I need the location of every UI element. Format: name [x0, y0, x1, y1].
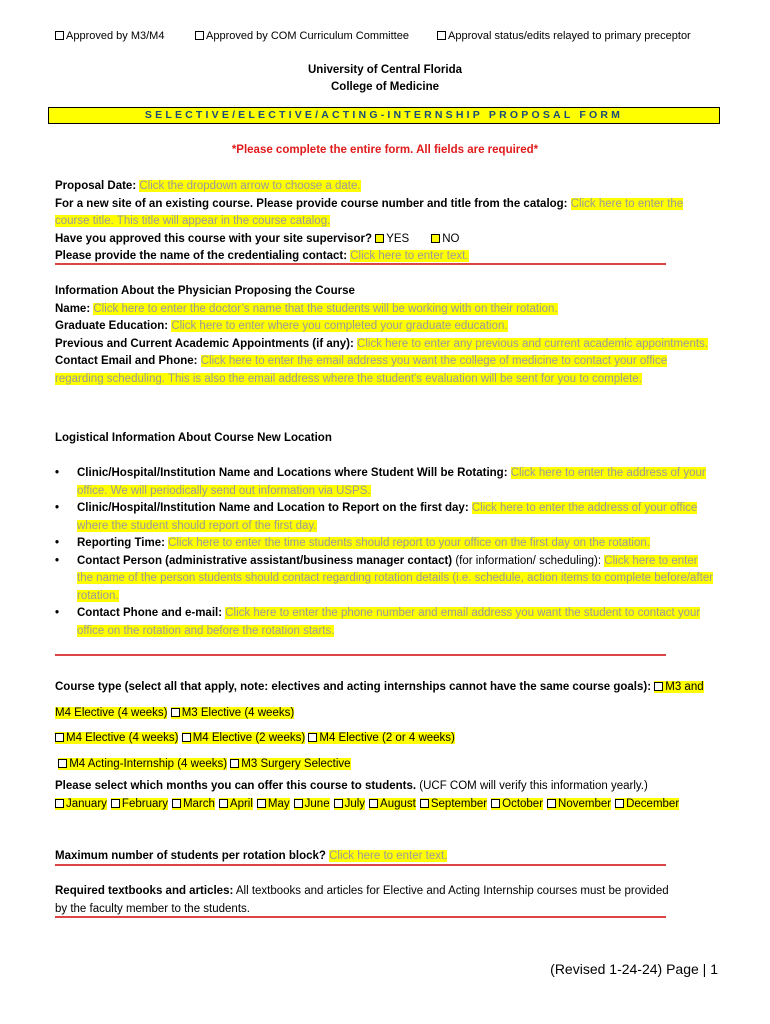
contact-phone-field[interactable]: Click here to enter the phone number and email address you want the student to contact your office on the rotation and before the rotation starts.	[77, 607, 701, 637]
months-label: Please select which months you can offer this course to students.	[55, 780, 417, 792]
checkbox-icon	[431, 234, 440, 243]
checkbox-icon	[294, 799, 303, 808]
checkbox-icon	[195, 31, 204, 40]
month-checkbox-march[interactable]: March	[172, 798, 215, 810]
checkbox-icon	[171, 708, 180, 717]
contact-email-label: Contact Email and Phone:	[55, 355, 198, 367]
rotation-location-field[interactable]: Click here to enter the address of your office. We will periodically send out information via USPS.	[77, 467, 706, 497]
approved-com-checkbox[interactable]: Approved by COM Curriculum Committee	[195, 30, 409, 42]
name-field[interactable]: Click here to enter the doctor’s name that the students will be working with on their rotation.	[93, 302, 558, 315]
proposal-date-field[interactable]: Click the dropdown arrow to choose a date.	[139, 180, 361, 192]
approved-m3m4-checkbox[interactable]: Approved by M3/M4	[55, 30, 164, 42]
checkbox-icon	[111, 799, 120, 808]
new-site-label: For a new site of an existing course. Please provide course number and title from the catalog:	[55, 197, 568, 210]
university-name: University of Central Florida	[307, 64, 462, 76]
contact-email-field[interactable]: Click here to enter the email address you want the college of medicine to contact your office regarding scheduling. This is also the email address where the student's evaluation will be sent for you to complete.	[55, 355, 668, 385]
list-item: • Clinic/Hospital/Institution Name and Location to Report on the first day: Click here to enter the address of your office where the student should report of the first day.	[55, 500, 715, 535]
college-name: College of Medicine	[331, 81, 439, 93]
month-checkbox-june[interactable]: June	[294, 798, 330, 810]
m4-acting-internship-checkbox[interactable]: M4 Acting-Internship (4 weeks)	[58, 758, 227, 770]
month-checkbox-april[interactable]: April	[219, 798, 253, 810]
section-divider	[55, 263, 666, 265]
logistics-list	[55, 465, 715, 640]
m4-elective-2wk-checkbox[interactable]: M4 Elective (2 weeks)	[182, 732, 305, 744]
month-checkbox-january[interactable]: January	[55, 798, 107, 810]
course-title-field[interactable]: Click here to enter the course title. This title will appear in the course catalog.	[55, 197, 684, 227]
checkbox-icon	[230, 759, 239, 768]
reporting-time-field[interactable]: Click here to enter the time students should report to your office on the first day on the rotation.	[168, 537, 650, 549]
list-item: • Contact Person (administrative assistant/business manager contact) (for information/ scheduling): Click here to enter the name of the person students should contact regarding rotation details (i.e. schedule, action items to complete before/after rotation.	[55, 553, 715, 606]
section-divider	[55, 916, 666, 918]
section-divider	[55, 864, 666, 866]
m3-surgery-selective-checkbox[interactable]: M3 Surgery Selective	[230, 758, 350, 770]
m4-elective-2or4wk-checkbox[interactable]: M4 Elective (2 or 4 weeks)	[308, 732, 455, 744]
yes-checkbox[interactable]: YES	[375, 233, 409, 245]
month-checkbox-november[interactable]: November	[547, 798, 611, 810]
required-notice: *Please complete the entire form. All fields are required*	[231, 144, 539, 156]
section-physician-info	[55, 283, 715, 388]
checkbox-icon	[219, 799, 228, 808]
month-checkbox-february[interactable]: February	[111, 798, 168, 810]
list-item: • Reporting Time: Click here to enter the time students should report to your office on the first day on the rotation.	[55, 535, 715, 553]
checkbox-icon	[369, 799, 378, 808]
checkbox-icon	[55, 733, 64, 742]
contact-person-field[interactable]: Click here to enter the name of the person students should contact regarding rotation details (i.e. schedule, action items to complete before/after rotation.	[77, 554, 714, 602]
textbooks-section	[55, 883, 675, 918]
checkbox-icon	[257, 799, 266, 808]
no-checkbox[interactable]: NO	[431, 233, 459, 245]
form-title: SELECTIVE/ELECTIVE/ACTING-INTERNSHIP PROPOSAL FORM	[48, 107, 720, 124]
appointments-field[interactable]: Click here to enter any previous and current academic appointments.	[357, 337, 708, 350]
textbooks-text: All textbooks and articles for Elective and Acting Internship courses must be provided by the faculty member to the students.	[55, 885, 669, 915]
checkbox-icon	[58, 759, 67, 768]
report-location-field[interactable]: Click here to enter the address of your office where the student should report of the first day.	[77, 502, 698, 532]
checkbox-icon	[654, 682, 663, 691]
max-students-label: Maximum number of students per rotation block?	[55, 850, 326, 862]
checkbox-icon	[547, 799, 556, 808]
list-item: • Contact Phone and e-mail: Click here to enter the phone number and email address you want the student to contact your office on the rotation and before the rotation starts.	[55, 605, 715, 640]
month-checkbox-october[interactable]: October	[491, 798, 543, 810]
graduate-education-label: Graduate Education:	[55, 320, 169, 332]
course-type-label: Course type (select all that apply, note: electives and acting internships cannot have the same course goals):	[55, 681, 652, 693]
page-footer: (Revised 1-24-24) Page | 1	[550, 961, 718, 977]
name-label: Name:	[55, 302, 91, 315]
month-checkbox-august[interactable]: August	[369, 798, 416, 810]
checkbox-icon	[420, 799, 429, 808]
months-note: (UCF COM will verify this information yearly.)	[419, 780, 648, 792]
textbooks-label: Required textbooks and articles:	[55, 885, 234, 897]
m3-elective-checkbox[interactable]: M3 Elective (4 weeks)	[171, 707, 294, 719]
max-students-section	[55, 848, 715, 866]
m3-m4-elective-checkbox[interactable]: M3 and M4 Elective (4 weeks)	[55, 681, 704, 719]
checkbox-icon	[182, 733, 191, 742]
proposal-date-label: Proposal Date:	[55, 180, 137, 192]
checkbox-icon	[334, 799, 343, 808]
checkbox-icon	[491, 799, 500, 808]
logistics-heading: Logistical Information About Course New Location	[55, 432, 332, 444]
checkbox-icon	[55, 799, 64, 808]
graduate-education-field[interactable]: Click here to enter where you completed your graduate education.	[171, 320, 508, 332]
list-item: • Clinic/Hospital/Institution Name and Locations where Student Will be Rotating: Click here to enter the address of your office. We will periodically send out information via USPS.	[55, 465, 715, 500]
checkbox-icon	[375, 234, 384, 243]
month-checkbox-may[interactable]: May	[257, 798, 290, 810]
checkbox-icon	[615, 799, 624, 808]
m4-elective-4wk-checkbox[interactable]: M4 Elective (4 weeks)	[55, 732, 178, 744]
approved-label: Have you approved this course with your site supervisor?	[55, 232, 372, 245]
checkbox-icon	[172, 799, 181, 808]
approval-relayed-checkbox[interactable]: Approval status/edits relayed to primary preceptor	[437, 30, 691, 42]
physician-heading: Information About the Physician Proposing the Course	[55, 285, 355, 297]
section-divider	[55, 654, 666, 656]
credentialing-label: Please provide the name of the credentialing contact:	[55, 250, 348, 262]
appointments-label: Previous and Current Academic Appointments (if any):	[55, 337, 354, 350]
months-checkbox-group	[55, 796, 715, 814]
course-type-section	[55, 675, 715, 777]
checkbox-icon	[55, 31, 64, 40]
months-section	[55, 778, 715, 813]
max-students-field[interactable]: Click here to enter text.	[329, 850, 448, 862]
month-checkbox-september[interactable]: September	[420, 798, 487, 810]
month-checkbox-december[interactable]: December	[615, 798, 679, 810]
credentialing-field[interactable]: Click here to enter text.	[350, 250, 469, 262]
checkbox-icon	[437, 31, 446, 40]
checkbox-icon	[308, 733, 317, 742]
section-course-info	[55, 178, 715, 266]
month-checkbox-july[interactable]: July	[334, 798, 365, 810]
